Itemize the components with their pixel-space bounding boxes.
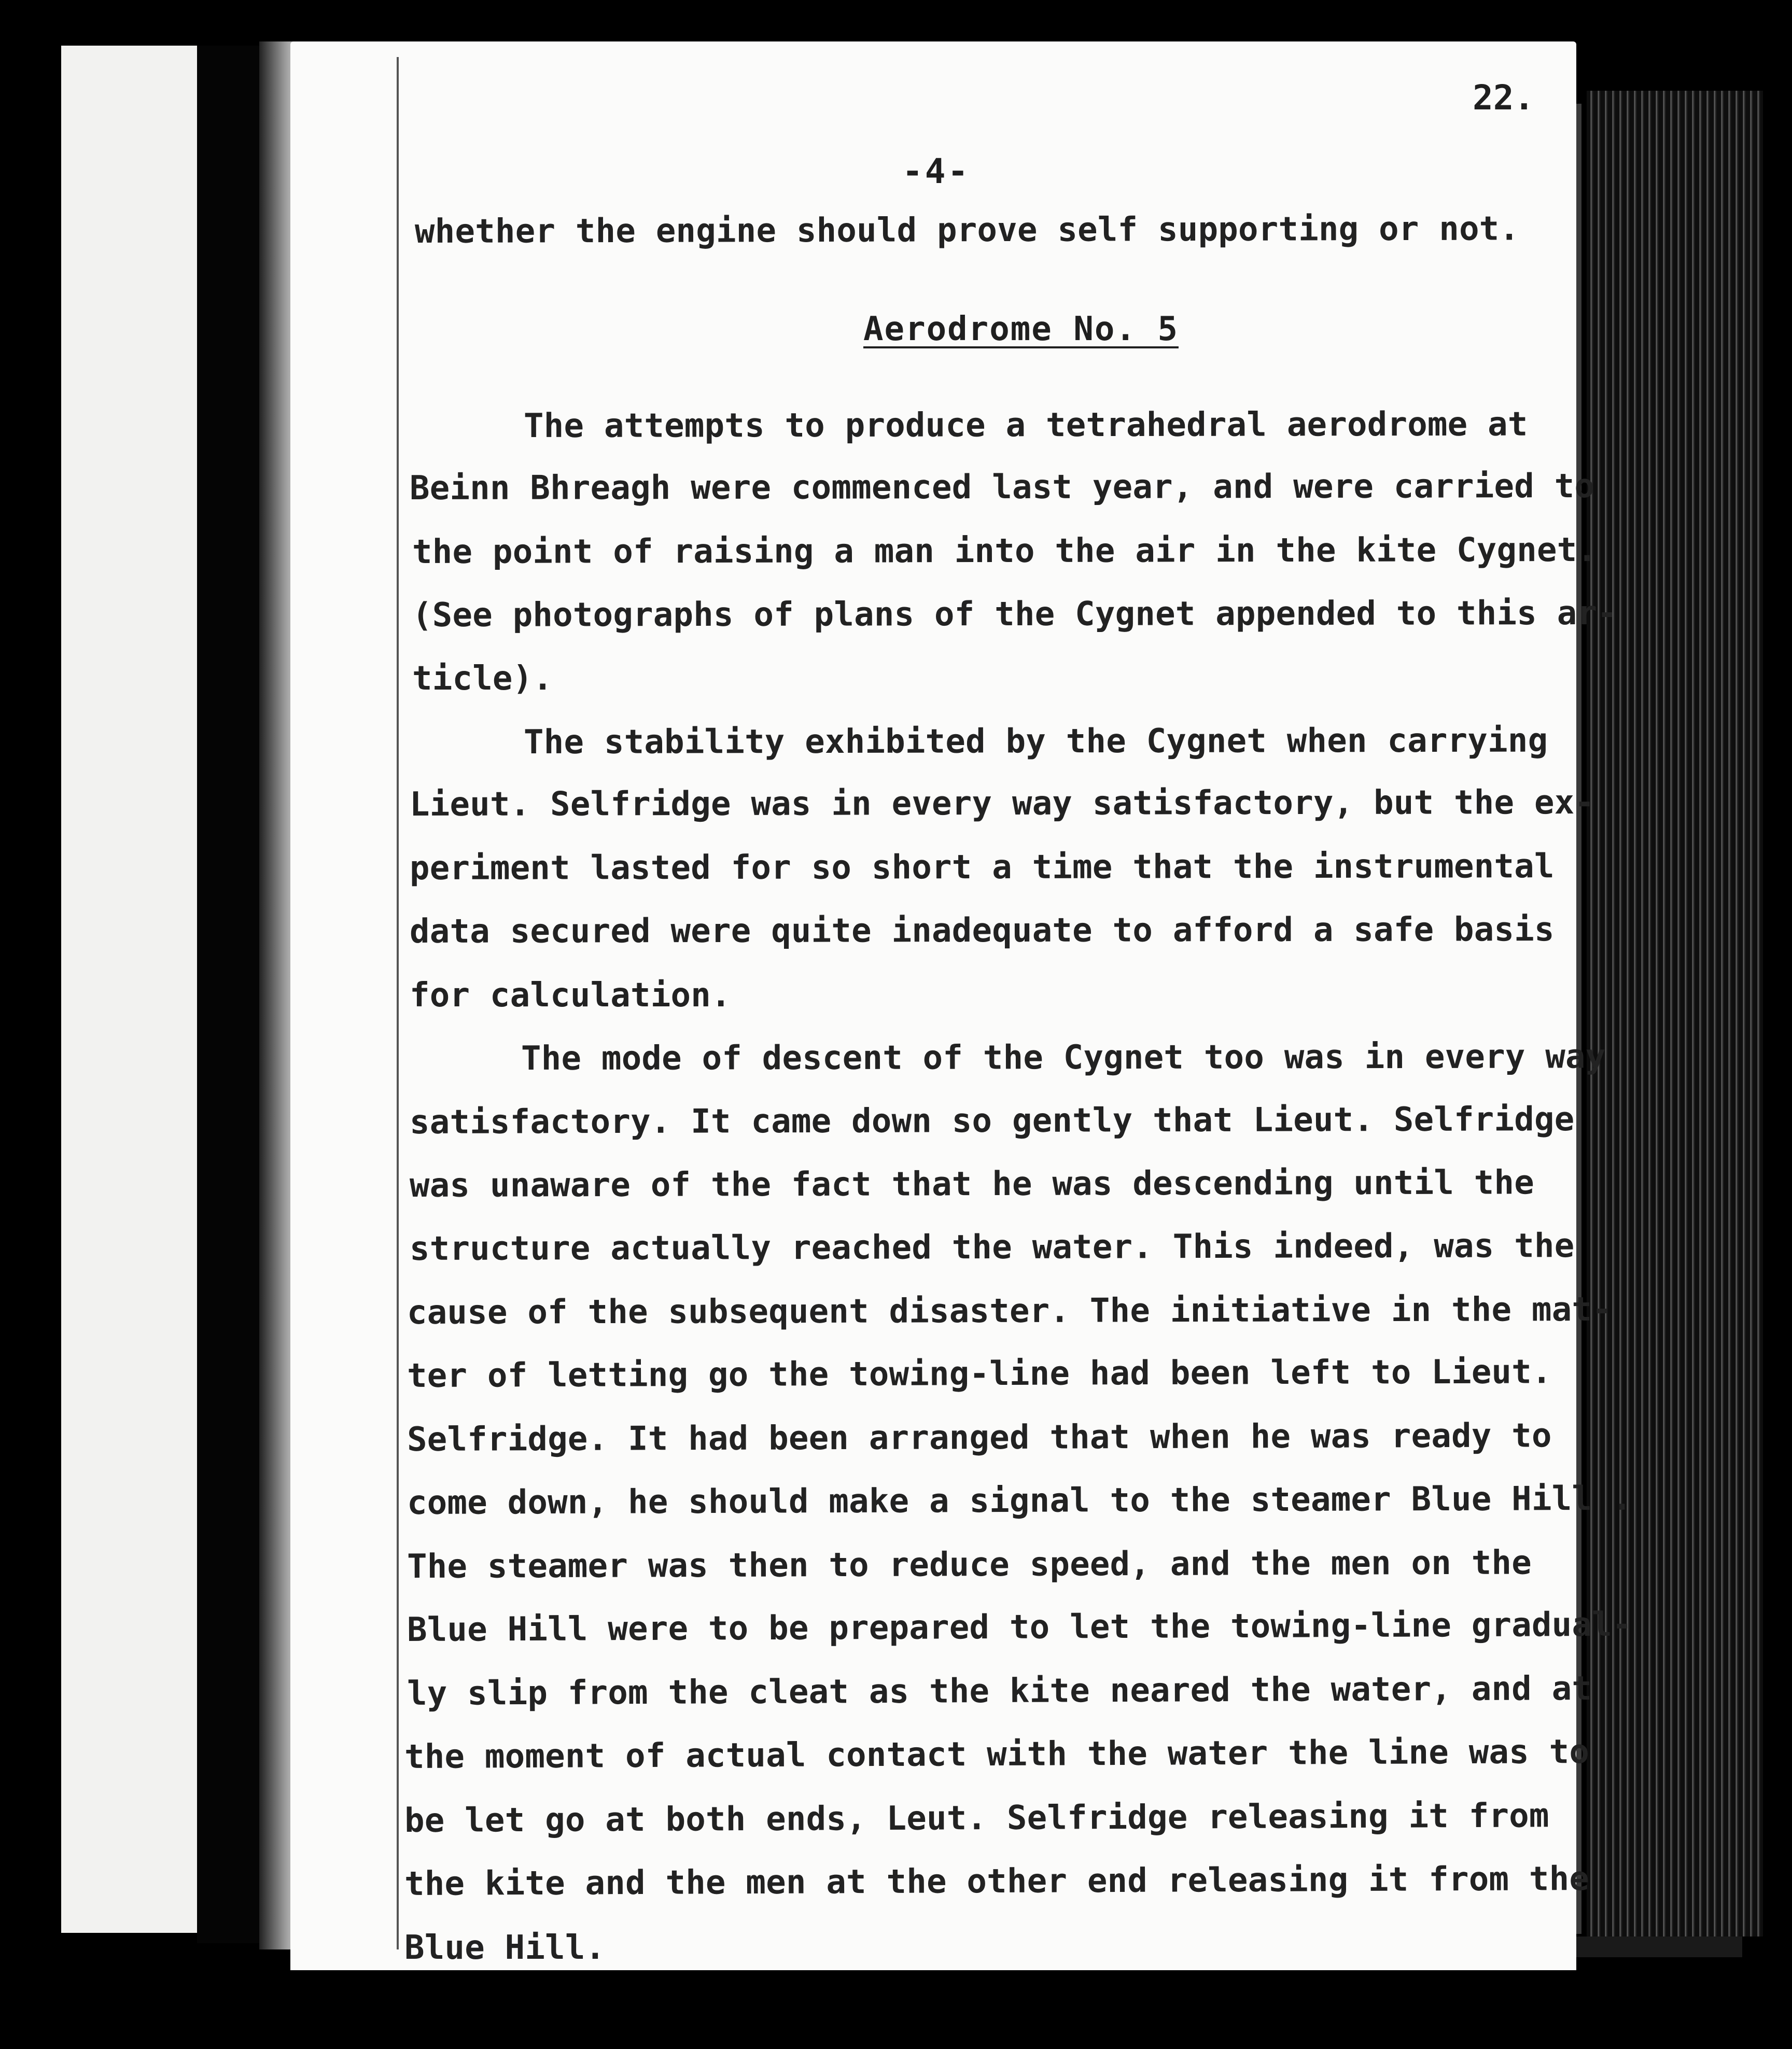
- text-line: the kite and the men at the other end releasing it from the: [404, 1860, 1590, 1903]
- text-line: the moment of actual contact with the water the line was to: [404, 1733, 1590, 1776]
- text-line: The attempts to produce a tetrahedral aerodrome at: [523, 405, 1528, 445]
- text-line: The stability exhibited by the Cygnet when carrying: [523, 721, 1548, 762]
- text-line: periment lasted for so short a time that the instrumental: [409, 847, 1555, 888]
- page-edge-rule: [1576, 104, 1581, 1934]
- text-line: structure actually reached the water. This indeed, was the: [409, 1227, 1575, 1268]
- page-number: 22.: [1473, 78, 1535, 118]
- text-line: cause of the subsequent disaster. The initiative in the mat-: [407, 1290, 1612, 1332]
- text-line: ly slip from the cleat as the kite neared the water, and at: [407, 1669, 1592, 1713]
- text-line: was unaware of the fact that he was descending until the: [409, 1163, 1535, 1205]
- text-line: (See photographs of plans of the Cygnet appended to this ar-: [412, 594, 1617, 635]
- text-line: come down, he should make a signal to the steamer Blue Hill .: [407, 1479, 1632, 1522]
- text-line: ter of letting go the towing-line had been left to Lieut.: [407, 1353, 1552, 1395]
- text-line: for calculation.: [410, 976, 731, 1015]
- page-stack-edges: [1587, 91, 1763, 1936]
- text-line: satisfactory. It came down so gently that Lieut. Selfridge: [409, 1100, 1575, 1142]
- text-line: The mode of descent of the Cygnet too was in every way: [521, 1037, 1606, 1078]
- text-line: The steamer was then to reduce speed, and the men on the: [407, 1543, 1532, 1586]
- page-stack-bottom: [1576, 1936, 1742, 1957]
- text-line: Selfridge. It had been arranged that when he was ready to: [407, 1416, 1552, 1459]
- text-line: be let go at both ends, Leut. Selfridge releasing it from: [404, 1797, 1549, 1840]
- text-line: data secured were quite inadequate to afford a safe basis: [409, 910, 1555, 951]
- text-line: Blue Hill were to be prepared to let the towing-line gradual-: [407, 1605, 1632, 1649]
- text-line: Lieut. Selfridge was in every way satisfactory, but the ex-: [409, 783, 1595, 824]
- left-page: [61, 46, 217, 1933]
- margin-rule: [397, 57, 399, 1949]
- text-line: ticle).: [412, 659, 553, 698]
- sheet-number: -4-: [902, 151, 971, 191]
- text-line: Blue Hill.: [404, 1929, 606, 1967]
- text-line: whether the engine should prove self supporting or not.: [414, 209, 1520, 251]
- text-line: Beinn Bhreagh were commenced last year, and were carried to: [409, 467, 1595, 508]
- text-line: the point of raising a man into the air in the kite Cygnet.: [412, 531, 1598, 571]
- section-heading: Aerodrome No. 5: [863, 310, 1179, 348]
